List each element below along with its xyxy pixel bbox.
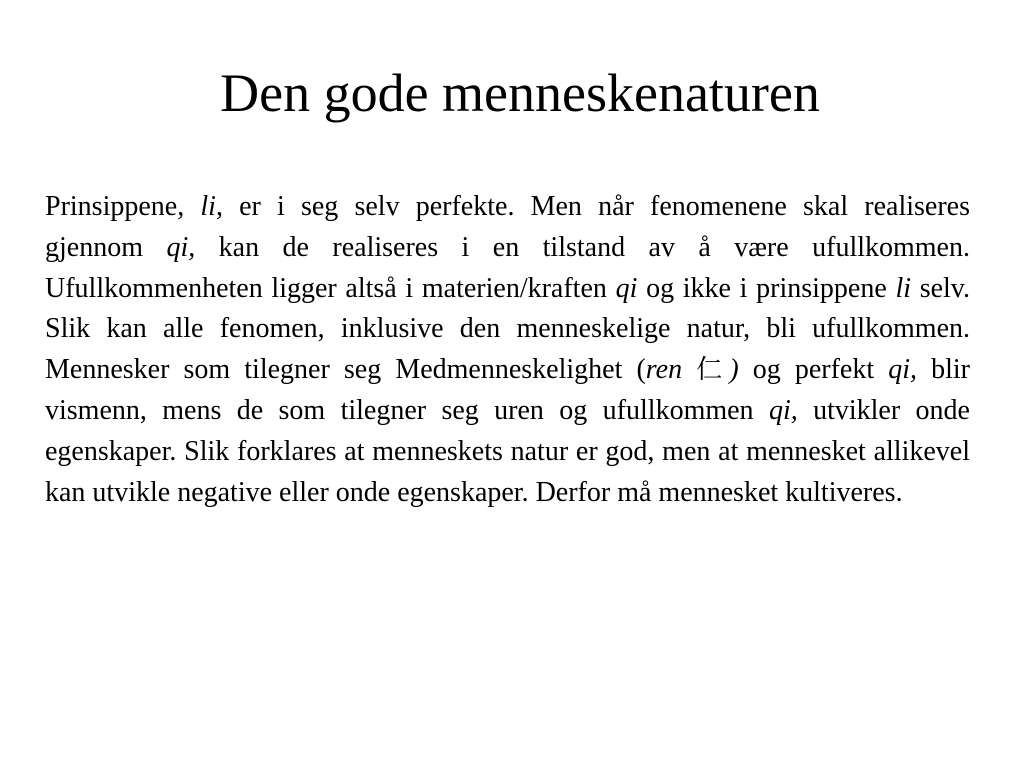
term-qi: qi, xyxy=(888,354,918,386)
text-run: utvikler onde egenskaper. Slik forklares at menneskets natur er god, men at mennesket allikevel kan utvikle negative eller onde egenskaper. Derfor må mennesket kultiveres. xyxy=(45,394,970,508)
text-run: og ikke i prinsippene xyxy=(637,272,896,304)
closing-paren: ) xyxy=(729,354,739,386)
term-li: li xyxy=(200,191,216,222)
term-qi: qi, xyxy=(768,394,798,426)
text-run: blir vismenn, mens de som tilegner seg uren og ufullkommen xyxy=(45,354,970,426)
text-run: Prinsippene, xyxy=(45,191,201,222)
term-qi: qi xyxy=(615,272,638,304)
term-qi: qi, xyxy=(166,231,196,263)
text-run: og perfekt xyxy=(738,354,889,386)
term-ren-chinese-character: 仁 xyxy=(696,355,730,386)
text-run: kan de realiseres i en tilstand av å være ufullkommen. Ufullkommenheten ligger altså i materien/kraften xyxy=(45,231,970,304)
term-ren xyxy=(646,354,739,385)
slide-title: Den gode menneskenaturen xyxy=(220,63,820,123)
text-run: selv. Slik kan alle fenomen, inklusive den menneskelige natur, bli ufullkommen. Mennesker som tilegner seg Medmenneskelighet ( xyxy=(45,272,970,386)
body-paragraph xyxy=(45,187,970,513)
term-li: li xyxy=(895,272,912,304)
term-ren-latin: ren xyxy=(645,354,683,386)
text-run: , er i seg selv perfekte. Men når fenomenene skal realiseres gjennom xyxy=(45,191,970,263)
